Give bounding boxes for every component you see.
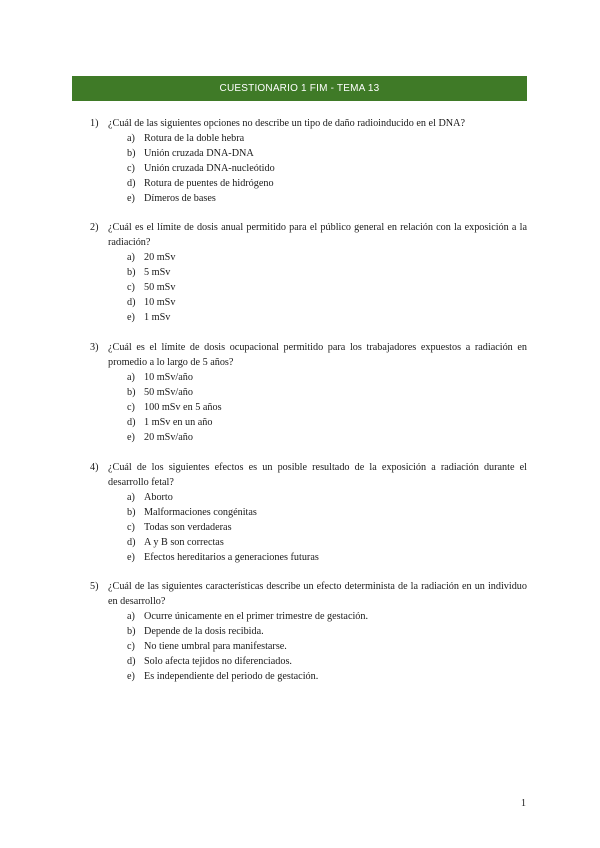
option-text: Aborto xyxy=(144,492,173,503)
option-c xyxy=(90,520,527,535)
option-letter: c) xyxy=(127,522,135,533)
option-letter: b) xyxy=(127,626,136,637)
option-text: Solo afecta tejidos no diferenciados. xyxy=(144,656,292,667)
option-text: 10 mSv xyxy=(144,297,176,308)
question-number: 5) xyxy=(90,581,99,592)
question-number: 4) xyxy=(90,462,99,473)
option-b xyxy=(90,146,527,161)
option-letter: e) xyxy=(127,552,135,563)
option-list xyxy=(90,250,527,325)
question-number: 2) xyxy=(90,222,99,233)
option-b xyxy=(90,265,527,280)
option-text: 10 mSv/año xyxy=(144,372,193,383)
option-list xyxy=(90,490,527,565)
option-text: 20 mSv/año xyxy=(144,432,193,443)
option-text: Malformaciones congénitas xyxy=(144,507,257,518)
option-letter: d) xyxy=(127,178,136,189)
question-text: ¿Cuál de los siguientes efectos es un posible resultado de la exposición a radiación durante el desarrollo fetal? xyxy=(108,462,527,488)
option-b xyxy=(90,624,527,639)
option-text: No tiene umbral para manifestarse. xyxy=(144,641,287,652)
option-d xyxy=(90,176,527,191)
option-text: Todas son verdaderas xyxy=(144,522,232,533)
option-list xyxy=(90,131,527,206)
option-letter: e) xyxy=(127,432,135,443)
document-title: CUESTIONARIO 1 FIM - TEMA 13 xyxy=(72,76,527,101)
question-number: 1) xyxy=(90,118,99,129)
option-letter: c) xyxy=(127,163,135,174)
option-letter: d) xyxy=(127,656,136,667)
option-text: 50 mSv/año xyxy=(144,387,193,398)
option-letter: c) xyxy=(127,282,135,293)
option-a xyxy=(90,131,527,146)
question-text: ¿Cuál de las siguientes opciones no describe un tipo de daño radioinducido en el DNA? xyxy=(108,118,466,129)
option-d xyxy=(90,415,527,430)
option-letter: b) xyxy=(127,387,136,398)
option-text: Unión cruzada DNA-DNA xyxy=(144,148,254,159)
option-c xyxy=(90,400,527,415)
question-4 xyxy=(90,460,527,565)
option-d xyxy=(90,654,527,669)
option-b xyxy=(90,385,527,400)
option-e xyxy=(90,550,527,565)
option-text: 20 mSv xyxy=(144,252,176,263)
option-a xyxy=(90,370,527,385)
option-letter: b) xyxy=(127,148,136,159)
option-letter: a) xyxy=(127,372,135,383)
option-letter: c) xyxy=(127,402,135,413)
option-text: Efectos hereditarios a generaciones futuras xyxy=(144,552,319,563)
option-letter: a) xyxy=(127,611,135,622)
option-list xyxy=(90,609,527,684)
option-text: 100 mSv en 5 años xyxy=(144,402,222,413)
option-a xyxy=(90,609,527,624)
option-text: A y B son correctas xyxy=(144,537,224,548)
option-c xyxy=(90,161,527,176)
option-e xyxy=(90,430,527,445)
option-text: Unión cruzada DNA-nucleótido xyxy=(144,163,275,174)
option-c xyxy=(90,639,527,654)
option-text: 50 mSv xyxy=(144,282,176,293)
option-text: 1 mSv en un año xyxy=(144,417,213,428)
option-e xyxy=(90,669,527,684)
option-a xyxy=(90,490,527,505)
option-text: 1 mSv xyxy=(144,312,171,323)
question-3 xyxy=(90,340,527,445)
option-list xyxy=(90,370,527,445)
option-letter: e) xyxy=(127,671,135,682)
option-text: Depende de la dosis recibida. xyxy=(144,626,264,637)
option-letter: a) xyxy=(127,492,135,503)
option-e xyxy=(90,191,527,206)
question-number: 3) xyxy=(90,342,99,353)
option-text: 5 mSv xyxy=(144,267,171,278)
option-b xyxy=(90,505,527,520)
option-text: Rotura de puentes de hidrógeno xyxy=(144,178,274,189)
question-2 xyxy=(90,220,527,325)
question-text: ¿Cuál es el límite de dosis ocupacional permitido para los trabajadores expuestos a radiación en promedio a lo largo de 5 años? xyxy=(108,342,527,368)
option-letter: b) xyxy=(127,507,136,518)
option-letter: d) xyxy=(127,297,136,308)
option-letter: e) xyxy=(127,193,135,204)
option-letter: d) xyxy=(127,537,136,548)
option-d xyxy=(90,295,527,310)
question-text: ¿Cuál de las siguientes características describe un efecto determinista de la radiación en un individuo en desarrollo? xyxy=(108,581,527,607)
option-c xyxy=(90,280,527,295)
option-letter: c) xyxy=(127,641,135,652)
option-letter: b) xyxy=(127,267,136,278)
page-number: 1 xyxy=(521,798,526,809)
option-letter: a) xyxy=(127,252,135,263)
question-5 xyxy=(90,579,527,684)
option-text: Dímeros de bases xyxy=(144,193,216,204)
option-d xyxy=(90,535,527,550)
question-1 xyxy=(90,116,527,206)
option-text: Es independiente del periodo de gestación. xyxy=(144,671,319,682)
option-a xyxy=(90,250,527,265)
question-text: ¿Cuál es el límite de dosis anual permitido para el público general en relación con la exposición a la radiación? xyxy=(108,222,527,248)
option-e xyxy=(90,310,527,325)
option-text: Rotura de la doble hebra xyxy=(144,133,245,144)
option-letter: d) xyxy=(127,417,136,428)
option-letter: e) xyxy=(127,312,135,323)
option-letter: a) xyxy=(127,133,135,144)
option-text: Ocurre únicamente en el primer trimestre de gestación. xyxy=(144,611,369,622)
